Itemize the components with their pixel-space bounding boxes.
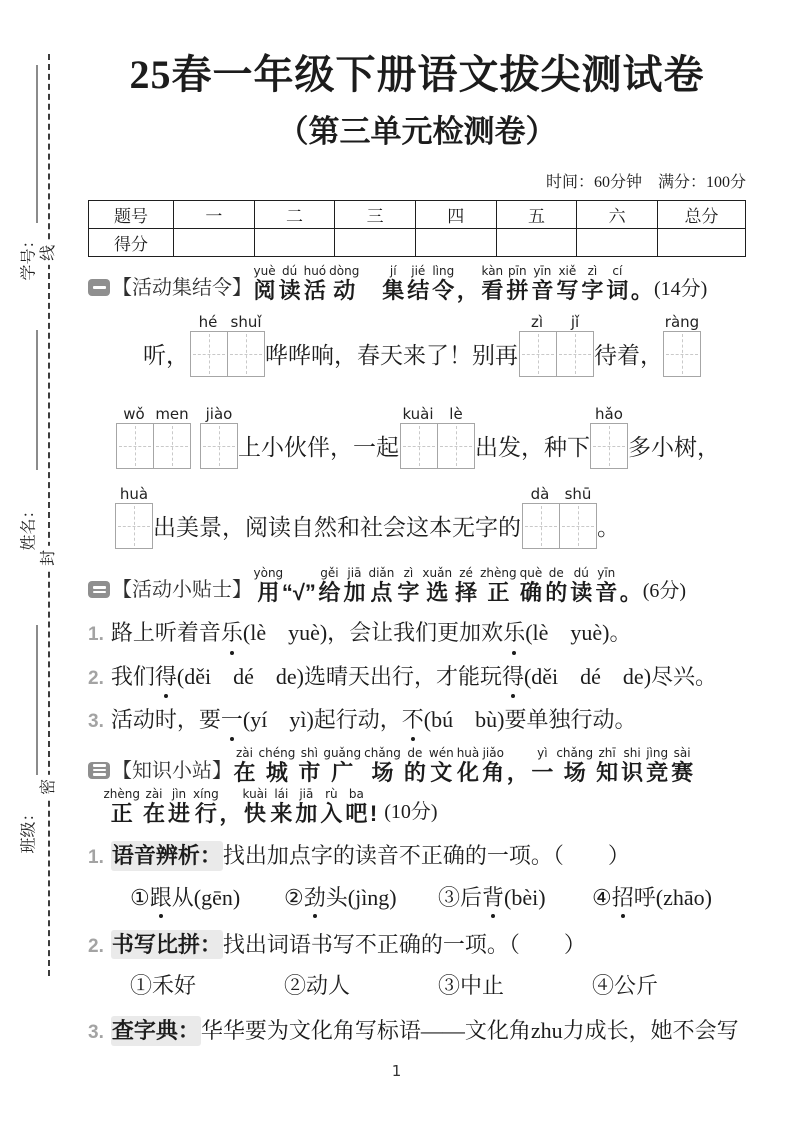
item-number: 3. — [88, 711, 104, 733]
ruby-char: 集jí — [382, 264, 405, 303]
writing-box — [590, 423, 628, 469]
fill-line-text: 听， — [143, 342, 189, 368]
text-segment: (děi dé de)尽兴。 — [523, 663, 718, 689]
section-3-instruction-line-2 — [102, 788, 378, 826]
ruby-char: 入rù — [320, 786, 343, 826]
ruby-char: 快kuài — [242, 786, 268, 826]
item-number: 2. — [88, 667, 104, 689]
ruby-char: 给gěi — [318, 566, 341, 606]
item-text — [111, 705, 637, 735]
pinyin-label: wǒ — [123, 405, 145, 424]
fill-line-text: 上小伙伴，一起 — [238, 434, 399, 460]
writing-box-group — [399, 405, 475, 469]
text-segment: ③后 — [438, 884, 483, 910]
ruby-char: 用yòng — [253, 566, 284, 606]
ruby-char: 正zhèng — [480, 566, 517, 606]
pronunciation-item-3 — [88, 705, 746, 735]
text-segment: ④公斤 — [592, 973, 659, 999]
writing-box-group — [663, 313, 701, 377]
box-row — [519, 331, 594, 377]
text-segment: (bèi) — [504, 884, 546, 910]
option-2 — [284, 881, 438, 912]
time-score-info: 时间：60分钟 满分：100分 — [545, 174, 746, 191]
text-segment: ④ — [592, 884, 612, 910]
ruby-char: 一yì — [531, 746, 554, 786]
writing-box-group — [115, 485, 153, 549]
text-segment: ①禾好 — [130, 973, 197, 999]
ruby-char: 令lìng — [432, 264, 455, 303]
seal-char-feng: 封 — [40, 546, 58, 570]
box-row — [400, 423, 475, 469]
score-table-cell: 一 — [174, 201, 255, 229]
text-segment: (lè yuè)。 — [525, 620, 632, 646]
ruby-char: 在zài — [233, 746, 256, 786]
ruby-char: 的de — [403, 746, 426, 786]
seal-dashed-line — [48, 54, 50, 976]
ruby-char: 确què — [519, 566, 543, 606]
text-segment: 活动时，要 — [110, 707, 221, 733]
ruby-char: 知zhī — [596, 746, 619, 786]
section-two-icon — [88, 581, 110, 598]
icon-bar — [93, 769, 106, 772]
ruby-punct: 。 — [630, 278, 653, 303]
ruby-char: 加jiā — [295, 786, 318, 826]
ruby-char: 读dú — [278, 264, 301, 303]
ruby-char: 看kàn — [481, 264, 504, 303]
question-3 — [88, 1016, 746, 1046]
text-segment: ① — [130, 884, 150, 910]
option-1 — [130, 969, 284, 1000]
fill-line-text: 出美景，阅读自然和社会这本无字的 — [153, 514, 521, 540]
dotted-char: 一 — [221, 705, 243, 735]
box-row — [590, 423, 628, 469]
section-2-label: 【活动小贴士】 — [112, 579, 252, 602]
option-2 — [284, 969, 438, 1000]
student-id-label: 学号： — [20, 232, 38, 281]
pinyin-label: zì — [530, 313, 544, 332]
paper-subtitle: （第三单元检测卷） — [277, 114, 557, 149]
dotted-char: 不 — [402, 705, 424, 735]
ruby-char: 场chǎng — [364, 746, 401, 786]
ruby-char: 行xíng — [193, 786, 219, 826]
writing-box — [227, 331, 265, 377]
ruby-char: 结jié — [407, 264, 430, 303]
ruby-char: 市shì — [298, 746, 321, 786]
text-segment: 我们 — [110, 663, 155, 689]
question-1-options — [130, 881, 746, 912]
fill-line-text: 哗哗响，春天来了！别再 — [265, 342, 518, 368]
writing-box — [559, 503, 597, 549]
dotted-char: 招 — [612, 881, 634, 912]
text-segment: (bú bù)要单独行动。 — [423, 707, 637, 733]
class-blank-line — [36, 625, 38, 775]
question-1-label: 语音辨析： — [111, 841, 223, 871]
option-4 — [592, 881, 746, 912]
score-table-cell: 五 — [496, 201, 577, 229]
writing-box-group — [200, 405, 238, 469]
text-segment: (děi dé de)选晴天出行，才能玩 — [176, 663, 502, 689]
pinyin-row — [521, 485, 597, 503]
pinyin-label: hǎo — [595, 405, 623, 424]
question-2-label: 书写比拼： — [111, 930, 223, 960]
pinyin-row — [399, 405, 475, 423]
ruby-punct: ， — [219, 800, 242, 826]
ruby-char: 阅yuè — [253, 264, 276, 303]
section-3-header — [88, 747, 746, 785]
text-segment: (lè yuè)，会让我们更加欢 — [242, 620, 504, 646]
name-label: 姓名： — [20, 502, 38, 551]
pinyin-label: lè — [449, 405, 463, 424]
ruby-char: 加jiā — [343, 566, 366, 606]
pinyin-label: men — [155, 405, 189, 424]
writing-box — [522, 503, 560, 549]
score-table — [88, 200, 746, 257]
section-2-points: (6分) — [642, 580, 687, 603]
pinyin-label: kuài — [402, 405, 434, 424]
pinyin-label: jiào — [205, 405, 233, 424]
text-segment: ③中止 — [438, 973, 505, 999]
dotted-char: 得 — [502, 662, 524, 692]
ruby-char: 吧ba — [345, 786, 368, 826]
item-text — [111, 662, 717, 692]
question-3-text: 华华要为文化角写标语——文化角zhu力成长，她不会写 — [200, 1018, 739, 1044]
dotted-char: 乐 — [221, 618, 243, 648]
student-id-blank-line — [36, 65, 38, 223]
writing-box — [190, 331, 228, 377]
ruby-char: 在zài — [143, 786, 166, 826]
score-table-header-row — [89, 201, 746, 229]
section-1-instruction — [252, 265, 654, 303]
writing-box — [153, 423, 191, 469]
writing-box — [115, 503, 153, 549]
pinyin-row — [115, 405, 191, 423]
writing-box-group — [189, 313, 265, 377]
pinyin-row — [518, 313, 594, 331]
text-segment: 呼(zhāo) — [633, 884, 712, 910]
question-number: 2. — [88, 935, 104, 957]
pinyin-row — [115, 485, 153, 503]
pinyin-label: hé — [198, 313, 218, 332]
question-2-text: 找出词语书写不正确的一项。（ ） — [222, 931, 586, 957]
fill-in-line-3 — [115, 485, 746, 549]
text-segment: (yí yì)起行动， — [242, 707, 402, 733]
page-number: 1 — [391, 1062, 402, 1080]
question-1-text: 找出加点字的读音不正确的一项。（ ） — [222, 842, 630, 868]
section-2-instruction — [252, 567, 643, 605]
pinyin-row — [189, 313, 265, 331]
pronunciation-item-2 — [88, 662, 746, 692]
seal-char-mi: 密 — [40, 775, 58, 799]
class-label: 班级： — [20, 805, 38, 854]
item-text — [111, 618, 632, 648]
pinyin-row — [200, 405, 238, 423]
ruby-char: 点diǎn — [368, 566, 395, 606]
dotted-char: 跟 — [150, 881, 172, 912]
option-3 — [438, 881, 592, 912]
score-table-cell: 三 — [335, 201, 416, 229]
pinyin-label: ràng — [664, 313, 700, 332]
dotted-char: 劲 — [304, 881, 326, 912]
section-three-icon — [88, 762, 110, 779]
dotted-char: 乐 — [503, 618, 525, 648]
ruby-char: 赛sài — [671, 746, 694, 786]
ruby-char: 动dòng — [329, 264, 360, 303]
ruby-char: 音yīn — [595, 566, 618, 606]
ruby-char: 角jiǎo — [482, 746, 505, 786]
ruby-char: 文wén — [428, 746, 454, 786]
score-table-cell: 四 — [415, 201, 496, 229]
ruby-punct: ! — [369, 800, 378, 826]
pinyin-row — [590, 405, 628, 423]
ruby-char: 来lái — [270, 786, 293, 826]
writing-box-group — [115, 405, 191, 469]
seal-char-line: 线 — [40, 241, 58, 265]
box-row — [663, 331, 701, 377]
ruby-char: 识shi — [621, 746, 644, 786]
main-content — [88, 52, 746, 1046]
score-empty-cell — [335, 229, 416, 257]
writing-box — [556, 331, 594, 377]
section-3-label: 【知识小站】 — [112, 759, 232, 782]
question-2 — [88, 930, 746, 960]
writing-box — [437, 423, 475, 469]
score-table-cell: 题号 — [89, 201, 174, 229]
question-number: 3. — [88, 1022, 104, 1044]
pinyin-label: shuǐ — [230, 313, 262, 332]
question-1 — [88, 841, 746, 871]
section-3-points: (10分) — [384, 800, 438, 823]
pinyin-label: dà — [530, 485, 550, 504]
ruby-punct: ， — [506, 760, 529, 786]
fill-in-line-2 — [115, 405, 746, 469]
ruby-char: 读dú — [570, 566, 593, 606]
score-table-cell: 总分 — [658, 201, 746, 229]
text-segment: 路上听着音 — [110, 620, 221, 646]
pronunciation-item-1 — [88, 618, 746, 648]
writing-box-group — [518, 313, 594, 377]
pinyin-label: huà — [119, 485, 149, 504]
ruby-char: 竞jìng — [646, 746, 669, 786]
ruby-char: 拼pīn — [506, 264, 529, 303]
ruby-char: 的de — [545, 566, 568, 606]
ruby-char: 字zì — [397, 566, 420, 606]
writing-box — [116, 423, 154, 469]
text-segment: 从(gēn) — [171, 884, 241, 910]
score-empty-cell — [174, 229, 255, 257]
box-row — [522, 503, 597, 549]
icon-bar — [93, 773, 106, 776]
ruby-punct: “√” — [281, 580, 316, 606]
fill-line-text: 多小树， — [628, 434, 720, 460]
ruby-char: 音yīn — [531, 264, 554, 303]
fill-line-text: 出发，种下 — [475, 434, 590, 460]
box-row — [190, 331, 265, 377]
dotted-char: 背 — [482, 881, 504, 912]
score-table-score-row — [89, 229, 746, 257]
pinyin-label: jǐ — [570, 313, 580, 332]
ruby-char: 城chéng — [258, 746, 296, 786]
ruby-char: 选xuǎn — [422, 566, 453, 606]
ruby-char: 写xiě — [556, 264, 579, 303]
score-empty-cell — [496, 229, 577, 257]
box-row — [200, 423, 238, 469]
fill-line-text: 。 — [597, 514, 620, 540]
writing-box — [400, 423, 438, 469]
section-1-label: 【活动集结令】 — [112, 277, 252, 300]
ruby-char: 进jìn — [168, 786, 191, 826]
option-4 — [592, 969, 746, 1000]
ruby-punct: 。 — [619, 580, 642, 606]
question-3-label: 查字典： — [111, 1016, 201, 1046]
pinyin-label: shū — [564, 485, 592, 504]
section-one-icon — [88, 279, 110, 296]
question-2-options — [130, 969, 746, 1000]
item-number: 1. — [88, 624, 104, 646]
score-table-cell: 二 — [254, 201, 335, 229]
ruby-char: 词cí — [606, 264, 629, 303]
option-1 — [130, 881, 284, 912]
writing-box — [519, 331, 557, 377]
box-row — [115, 503, 153, 549]
ruby-char: 正zhèng — [103, 786, 141, 826]
ruby-punct — [358, 278, 380, 303]
question-number: 1. — [88, 846, 104, 868]
score-empty-cell — [658, 229, 746, 257]
ruby-char: 择zé — [455, 566, 478, 606]
fill-in-line-1 — [143, 313, 746, 377]
section-3-instruction-line-1 — [232, 747, 695, 785]
ruby-char: 广guǎng — [323, 746, 362, 786]
icon-bar — [93, 764, 106, 767]
section-1-points: (14分) — [653, 278, 708, 301]
section-1-header — [88, 265, 746, 303]
pinyin-row — [663, 313, 701, 331]
writing-box-group — [521, 485, 597, 549]
ruby-char: 化huà — [456, 746, 480, 786]
text-segment: 头(jìng) — [325, 884, 397, 910]
ruby-punct: ， — [456, 278, 479, 303]
score-table-cell: 六 — [577, 201, 658, 229]
ruby-char: 场chǎng — [556, 746, 594, 786]
text-segment: ② — [284, 884, 304, 910]
score-empty-cell — [254, 229, 335, 257]
name-blank-line — [36, 330, 38, 470]
icon-bar — [93, 286, 106, 289]
score-empty-cell — [415, 229, 496, 257]
ruby-char: 活huó — [303, 264, 327, 303]
paper-title: 25春一年级下册语文拔尖测试卷 — [129, 52, 705, 97]
box-row — [116, 423, 191, 469]
writing-box — [663, 331, 701, 377]
section-2-header — [88, 567, 746, 605]
writing-box — [200, 423, 238, 469]
option-3 — [438, 969, 592, 1000]
icon-bar — [93, 591, 106, 594]
section-3-instruction-line-2-row — [102, 788, 746, 826]
score-label-cell: 得分 — [89, 229, 174, 257]
ruby-char: 字zì — [581, 264, 604, 303]
writing-box-group — [590, 405, 628, 469]
text-segment: ②动人 — [284, 973, 351, 999]
dotted-char: 得 — [155, 662, 177, 692]
fill-line-text: 待着， — [594, 342, 663, 368]
score-empty-cell — [577, 229, 658, 257]
icon-bar — [93, 586, 106, 589]
